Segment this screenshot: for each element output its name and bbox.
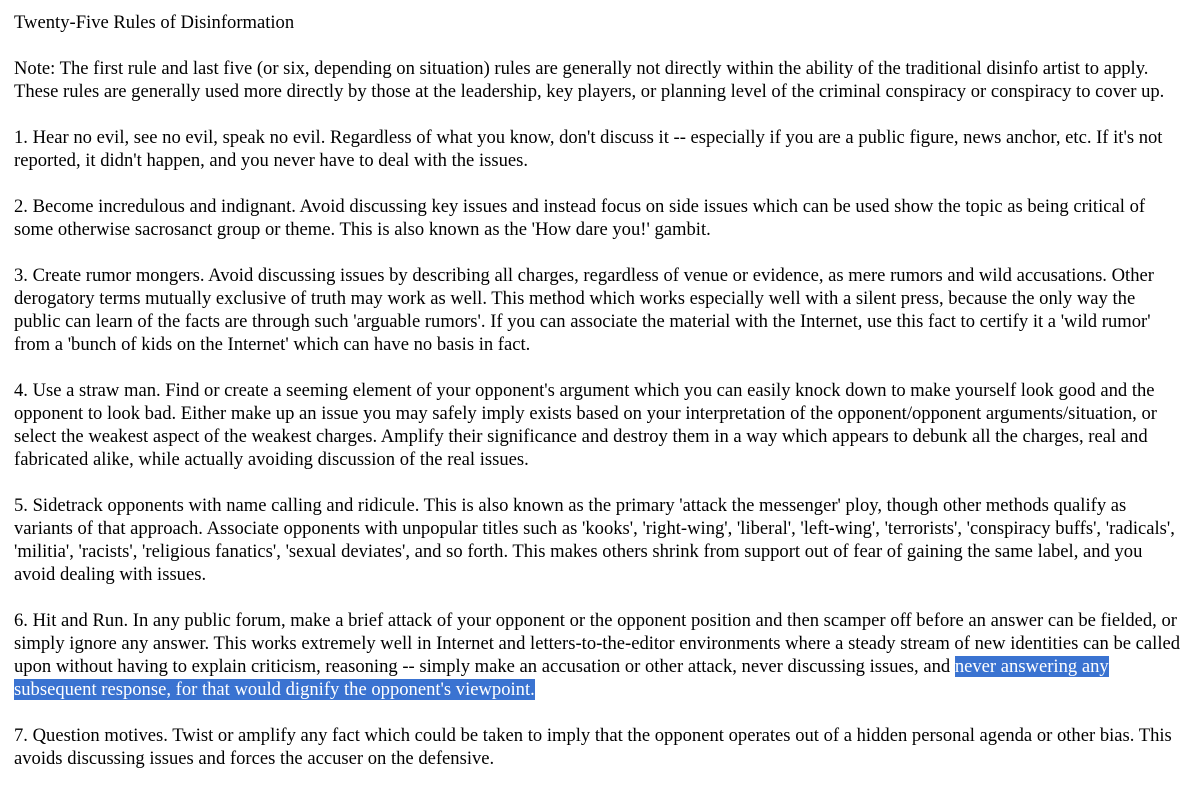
rule-5: 5. Sidetrack opponents with name calling and ridicule. This is also known as the primary 'attack the messenger' ploy, though other methods qualify as variants of that approach. Associate opponents with unpopular titles such as 'kooks', 'right-wing', 'liberal', 'left-wing', 'terrorists', 'conspiracy buffs', 'radicals', 'militia', 'racists', 'religious fanatics', 'sexual deviates', and so forth. This makes others shrink from support out of fear of gaining the same label, and you avoid dealing with issues. <box>14 495 1175 585</box>
rule-4: 4. Use a straw man. Find or create a seeming element of your opponent's argument which you can easily knock down to make yourself look good and the opponent to look bad. Either make up an issue you may safely imply exists based on your interpretation of the opponent/opponent arguments/situation, or select the weakest aspect of the weakest charges. Amplify their significance and destroy them in a way which appears to debunk all the charges, real and fabricated alike, while actually avoiding discussion of the real issues. <box>14 380 1157 470</box>
rule-3: 3. Create rumor mongers. Avoid discussing issues by describing all charges, regardless of venue or evidence, as mere rumors and wild accusations. Other derogatory terms mutually exclusive of truth may work as well. This method which works especially well with a silent press, because the only way the public can learn of the facts are through such 'arguable rumors'. If you can associate the material with the Internet, use this fact to certify it a 'wild rumor' from a 'bunch of kids on the Internet' which can have no basis in fact. <box>14 265 1154 355</box>
rule-2: 2. Become incredulous and indignant. Avoid discussing key issues and instead focus on side issues which can be used show the topic as being critical of some otherwise sacrosanct group or theme. This is also known as the 'How dare you!' gambit. <box>14 196 1146 240</box>
selected-text-highlight[interactable]: never answering any subsequent response, for that would dignify the opponent's viewpoint. <box>14 656 1109 700</box>
rule-6-text: 6. Hit and Run. In any public forum, make a brief attack of your opponent or the opponent position and then scamper off before an answer can be fielded, or simply ignore any answer. This works extremely well in Internet and letters-to-the-editor environments where a steady stream of new identities can be called upon without having to explain criticism, reasoning -- simply make an accusation or other attack, never discussing issues, and <box>14 610 1181 677</box>
rule-7: 7. Question motives. Twist or amplify any fact which could be taken to imply that the opponent operates out of a hidden personal agenda or other bias. This avoids discussing issues and forces the accuser on the defensive. <box>14 725 1172 769</box>
intro-note: Note: The first rule and last five (or six, depending on situation) rules are generally not directly within the ability of the traditional disinfo artist to apply. These rules are generally used more directly by those at the leadership, key players, or planning level of the criminal conspiracy or conspiracy to cover up. <box>14 58 1165 102</box>
rule-6 <box>14 609 1186 701</box>
rule-1: 1. Hear no evil, see no evil, speak no evil. Regardless of what you know, don't discuss it -- especially if you are a public figure, news anchor, etc. If it's not reported, it didn't happen, and you never have to deal with the issues. <box>14 127 1163 171</box>
document-title: Twenty-Five Rules of Disinformation <box>14 12 295 33</box>
